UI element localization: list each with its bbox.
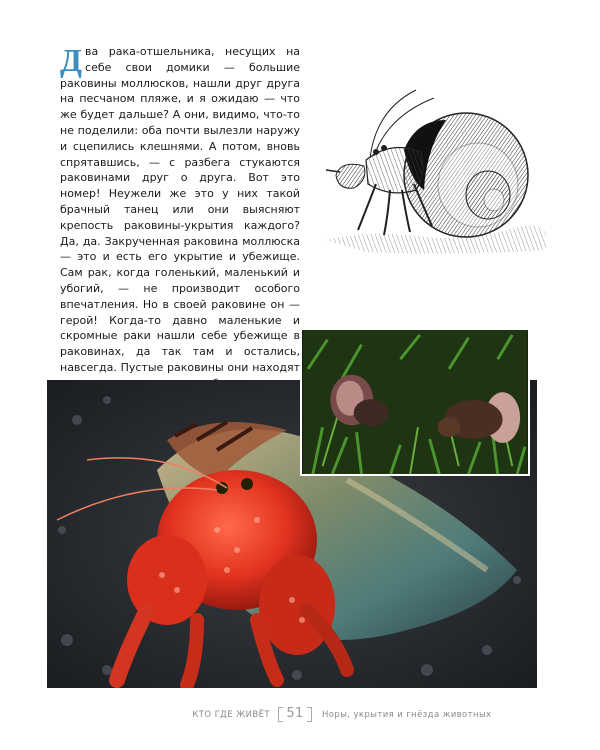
drop-cap: Д	[60, 42, 83, 78]
page-footer	[0, 705, 600, 725]
book-title: КТО ГДЕ ЖИВЁТ	[192, 710, 270, 720]
paragraph-1-text: ва рака-отшельника, несущих на себе свои домики — большие раковины моллюсков, нашли друг друга на песчаном пляже, и я ожидаю — что же будет дальше? А они, видимо, что-то не поделили: оба почти вылезли наружу и сцепились клешнями. А потом, вновь спрятавшись, — с разбега стукаются раковинами друг о друга. Вот это номер! Неужели же это у них такой брачный танец или они выясняют крепость раковины-укрытия каждого? Да, да. Закрученная раковина моллюска — это и есть его укрытие и убежище. Сам рак, когда голенький, маленький и убогий, — не производит особого впечатления. Но в своей раковине он — герой! Когда-то давно маленькие и скромные раки нашли себе убежище в раковинах, да так там и остались, навсегда. Пустые раковины они находят	[60, 45, 300, 374]
page-number: 51	[278, 705, 312, 723]
hermit-crab-engraving	[306, 80, 550, 260]
hermit-crabs-in-grass-photo	[300, 328, 530, 476]
section-title: Норы, укрытия и гнёзда животных	[322, 710, 492, 720]
